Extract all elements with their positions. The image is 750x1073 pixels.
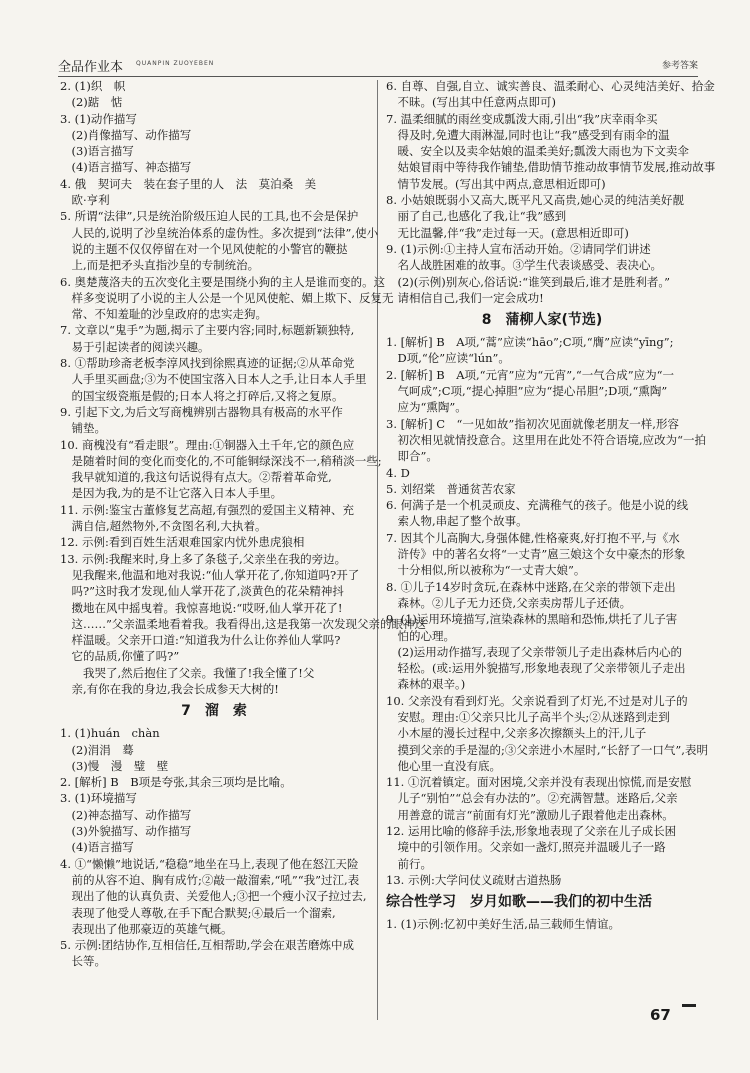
answer-line: 6. 奥楚蔑洛夫的五次变化主要是围绕小狗的主人是谁而变的。这: [60, 274, 386, 289]
answer-line: 人手里买画盘;③为不使国宝落入日本人之手,让日本人手里: [60, 372, 367, 387]
answer-line: 3. (1)环境描写: [60, 791, 137, 806]
answer-line: 说的主题不仅仅停留在对一个见风使舵的小警官的鞭挞: [60, 241, 348, 256]
section-title-8: 8 蒲柳人家(节选): [481, 312, 603, 329]
answer-line: 森林。②儿子无力还贷,父亲卖房帮儿子还债。: [386, 595, 632, 610]
answer-line: 安慰。理由:①父亲只比儿子高半个头;②从迷路到走到: [386, 709, 670, 724]
answer-line: 人民的,说明了沙皇统治体系的虚伪性。多次提到“法律”,使小: [60, 225, 379, 240]
answer-line: 它的品质,你懂了吗?”: [60, 649, 180, 664]
answer-line: 欧·亨利: [60, 193, 110, 208]
answer-line: 怕的心理。: [386, 628, 455, 643]
answer-line: 暖、安全以及卖伞姑娘的温柔美好;瓢泼大雨也为下文卖伞: [386, 144, 689, 159]
answer-line: 1. (1)示例:忆初中美好生活,品三载师生情谊。: [386, 917, 620, 932]
answer-line: 2. [解析] B B项是夸张,其余三项均是比喻。: [60, 775, 292, 790]
answer-line: 常、不知羞耻的沙皇政府的忠实走狗。: [60, 307, 267, 322]
answer-line: 上,而是把矛头直指沙皇的专制统治。: [60, 258, 260, 273]
answer-line: 的国宝级瓷瓶是假的;日本人将之打碎后,又将之复原。: [60, 388, 344, 403]
answer-line: 境中的引领作用。父亲如一盏灯,照亮并温暖儿子一路: [386, 840, 666, 855]
answer-line: 铺垫。: [60, 421, 106, 436]
answer-line: 1. [解析] B A项,“蒿”应读“hāo”;C项,“膺”应读“yīng”;: [386, 335, 674, 350]
answer-line: 5. 刘绍棠 普通贫苦农家: [386, 481, 516, 496]
right-answers-block-3: [386, 916, 698, 932]
answer-line: 9. 引起下文,为后文写商槐辨别古器物具有极高的水平作: [60, 404, 343, 419]
brand-pinyin: QUANPIN ZUOYEBEN: [136, 60, 215, 67]
answer-line: 6. 自尊、自强,自立、诚实善良、温柔耐心、心灵纯洁美好、拾金: [386, 79, 715, 93]
answer-line: 森林的艰辛。): [386, 677, 466, 692]
answer-line: 样温暖。父亲开口道:“知道我为什么让你养仙人掌吗?: [60, 633, 341, 648]
answer-line: 样多变说明了小说的主人公是一个见风使舵、媚上欺下、反复无: [60, 290, 394, 305]
answer-line: 7. 文章以“鬼手”为题,揭示了主要内容;同时,标题新颖独特,: [60, 323, 355, 338]
answer-line: 他心里一直没有底。: [386, 758, 501, 773]
column-divider: [377, 80, 378, 1020]
answer-line: 情节发展。(写出其中两点,意思相近即可): [386, 176, 606, 191]
answer-line: 名人战胜困难的故事。③学生代表谈感受、表决心。: [386, 258, 662, 273]
answer-line: (2)涓涓 蓦: [60, 742, 134, 757]
answer-line: 摸到父亲的手是湿的;③父亲进小木屋时,“长舒了一口气”,表明: [386, 742, 708, 757]
answer-line: 无比温馨,伴“我”走过每一天。(意思相近即可): [386, 225, 629, 240]
answer-line: 索人物,串起了整个故事。: [386, 514, 528, 529]
answer-line: 12. 示例:看到百姓生活艰难国家内忧外患虎狼相: [60, 535, 305, 550]
left-answers-block-2: [60, 725, 368, 969]
answer-line: 姑娘冒雨中等待我作铺垫,借助情节推动故事情节发展,推动故事: [386, 160, 716, 175]
answer-line: 10. 商槐没有“看走眼”。理由:①铜器入土千年,它的颜色应: [60, 437, 355, 452]
answer-line: 4. ①“懒懒”地说话,“稳稳”地坐在马上,表现了他在怒江天险: [60, 856, 359, 871]
answer-line: 表现出了他那豪迈的英雄气概。: [60, 921, 233, 936]
section-title-7: 7 溜 索: [181, 703, 247, 720]
answer-line: 前行。: [386, 856, 432, 871]
answer-line: 13. 示例:大学问仗义疏财古道热肠: [386, 872, 562, 887]
answer-line: 儿子“别怕”“总会有办法的”。②充满智慧。迷路后,父亲: [386, 791, 678, 806]
answer-line: 8. 小姑娘既弱小又高大,既平凡又高贵,她心灵的纯洁美好靓: [386, 193, 684, 208]
answer-line: 3. [解析] C “一见如故”指初次见面就像老朋友一样,形容: [386, 416, 679, 431]
answer-line: 12. 运用比喻的修辞手法,形象地表现了父亲在儿子成长困: [386, 824, 677, 839]
answer-line: 7. 因其个儿高胸大,身强体健,性格豪爽,好打抱不平,与《水: [386, 530, 680, 545]
answer-line: 我早就知道的,我这句话说得有点大。②帮着革命党,: [60, 470, 332, 485]
answer-line: 4. 俄 契诃夫 装在套子里的人 法 莫泊桑 美: [60, 176, 317, 191]
answer-line: 5. 示例:团结协作,互相信任,互相帮助,学会在艰苦磨炼中成: [60, 938, 354, 953]
brand-title: 全品作业本: [58, 60, 124, 75]
answer-line: 5. 所谓“法律”,只是统治阶级压迫人民的工具,也不会是保护: [60, 209, 359, 224]
answer-line: 丽了自己,也感化了我,让“我”感到: [386, 209, 567, 224]
answer-line: (3)慢 漫 璧 壁: [60, 758, 169, 773]
answer-line: (3)外貌描写、动作描写: [60, 824, 192, 839]
answer-line: D项,“伦”应读“lún”。: [386, 351, 510, 366]
answer-line: 1. (1)huán chàn: [60, 726, 160, 741]
answer-line: 得及时,免遭大雨淋湿,同时也让“我”感受到有雨伞的温: [386, 127, 670, 142]
answer-line: 请相信自己,我们一定会成功!: [386, 290, 544, 305]
section-title-synthesis: 综合性学习 岁月如歌——我们的初中生活: [386, 894, 652, 911]
answer-line: 4. D: [386, 465, 410, 480]
answer-line: 13. 示例:我醒来时,身上多了条毯子,父亲坐在我的旁边。: [60, 551, 347, 566]
answer-line: 即合”。: [386, 449, 438, 464]
right-column: [386, 78, 716, 933]
answer-line: 长等。: [60, 954, 106, 969]
answer-line: (2)肖像描写、动作描写: [60, 127, 192, 142]
answer-line: 9. (1)运用环境描写,渲染森林的黑暗和恐怖,烘托了儿子害: [386, 612, 678, 627]
answer-line: 这……”父亲温柔地看着我。我看得出,这是我第一次发现父亲的眼神这: [60, 616, 427, 631]
answer-line: 不昧。(写出其中任意两点即可): [386, 95, 556, 110]
answer-line: 应为“熏陶”。: [386, 400, 467, 415]
answer-line: 10. 父亲没有看到灯光。父亲说看到了灯光,不过是对儿子的: [386, 693, 688, 708]
answer-line: 前的从容不迫、胸有成竹;②敲一敲溜索,“吼”“我”过江,表: [60, 872, 360, 887]
answer-line: 易于引起读者的阅读兴趣。: [60, 339, 210, 354]
answer-line: 2. (1)织 帜: [60, 79, 126, 93]
header-section-label: 参考答案: [661, 61, 698, 71]
answer-line: 见我醒来,他温和地对我说:“仙人掌开花了,你知道吗?开了: [60, 567, 360, 582]
answer-line: 气呵成”;C项,“提心掉胆”应为“提心吊胆”;D项,“熏陶”: [386, 384, 668, 399]
answer-line: 我哭了,然后抱住了父亲。我懂了!我全懂了!父: [60, 665, 315, 680]
answer-line: 满自信,超然物外,不贪图名利,大执着。: [60, 519, 267, 534]
answer-line: 是因为我,为的是不让它落入日本人手里。: [60, 486, 283, 501]
answer-line: 亲,有你在我的身边,我会长成参天大树的!: [60, 681, 279, 696]
answer-line: (2)神态描写、动作描写: [60, 807, 192, 822]
answer-line: 擞地在风中摇曳着。我惊喜地说:“哎呀,仙人掌开花了!: [60, 600, 343, 615]
answer-line: (2)运用动作描写,表现了父亲带领儿子走出森林后内心的: [386, 644, 682, 659]
answer-line: 轻松。(或:运用外貌描写,形象地表现了父亲带领儿子走出: [386, 661, 686, 676]
answer-line: (2)踮 惦: [60, 95, 123, 110]
answer-line: 小木屋的漫长过程中,父亲多次擦额头上的汗,儿子: [386, 726, 647, 741]
right-answers-block-1: [386, 78, 716, 306]
answer-line: 6. 何满子是一个机灵顽皮、充满稚气的孩子。他是小说的线: [386, 498, 689, 513]
answer-line: 初次相见就情投意合。这里用在此处不符合语境,应改为“一拍: [386, 432, 707, 447]
answer-line: (4)语言描写、神态描写: [60, 160, 192, 175]
answer-line: 用善意的谎言“前面有灯光”激励儿子跟着他走出森林。: [386, 807, 674, 822]
answer-line: 11. 示例:鉴宝古董修复艺高超,有强烈的爱国主义精神、充: [60, 502, 354, 517]
answer-line: 是随着时间的变化而变化的,不可能铜绿深浅不一,稍稍淡一些;: [60, 453, 382, 468]
page-mark: [682, 1004, 696, 1007]
answer-line: 3. (1)动作描写: [60, 111, 137, 126]
answer-line: 吗?”这时我才发现,仙人掌开花了,淡黄色的花朵精神抖: [60, 584, 344, 599]
answer-line: 9. (1)示例:①主持人宣布活动开始。②请同学们讲述: [386, 241, 651, 256]
answer-line: 现出了他的认真负责、关爱他人;③把一个瘦小汉子拉过去,: [60, 889, 367, 904]
answer-line: 2. [解析] B A项,“元宵”应为“元宵”,“一气合成”应为“一: [386, 367, 674, 382]
answer-line: 表现了他受人尊敬,在手下配合默契;④最后一个溜索,: [60, 905, 336, 920]
answer-line: 十分相似,所以被称为“一丈青大娘”。: [386, 563, 586, 578]
answer-line: 11. ①沉着镇定。面对困境,父亲并没有表现出惊慌,而是安慰: [386, 775, 692, 790]
answer-line: (3)语言描写: [60, 144, 134, 159]
answer-line: 8. ①儿子14岁时贪玩,在森林中迷路,在父亲的带领下走出: [386, 579, 676, 594]
answer-line: 7. 温柔细腻的雨丝变成瓢泼大雨,引出“我”庆幸雨伞买: [386, 111, 658, 126]
page-header: [58, 56, 698, 77]
answer-line: 浒传》中的著名女将“一丈青”扈三娘这个女中豪杰的形象: [386, 547, 686, 562]
answer-line: 8. ①帮助珍斋老板李淳风找到徐熙真迹的证据;②从革命党: [60, 356, 355, 371]
right-answers-block-2: [386, 334, 708, 888]
answer-line: (4)语言描写: [60, 840, 134, 855]
page-number: 67: [650, 1006, 671, 1024]
answer-line: (2)(示例)别灰心,俗话说:“谁笑到最后,谁才是胜利者。”: [386, 274, 670, 289]
